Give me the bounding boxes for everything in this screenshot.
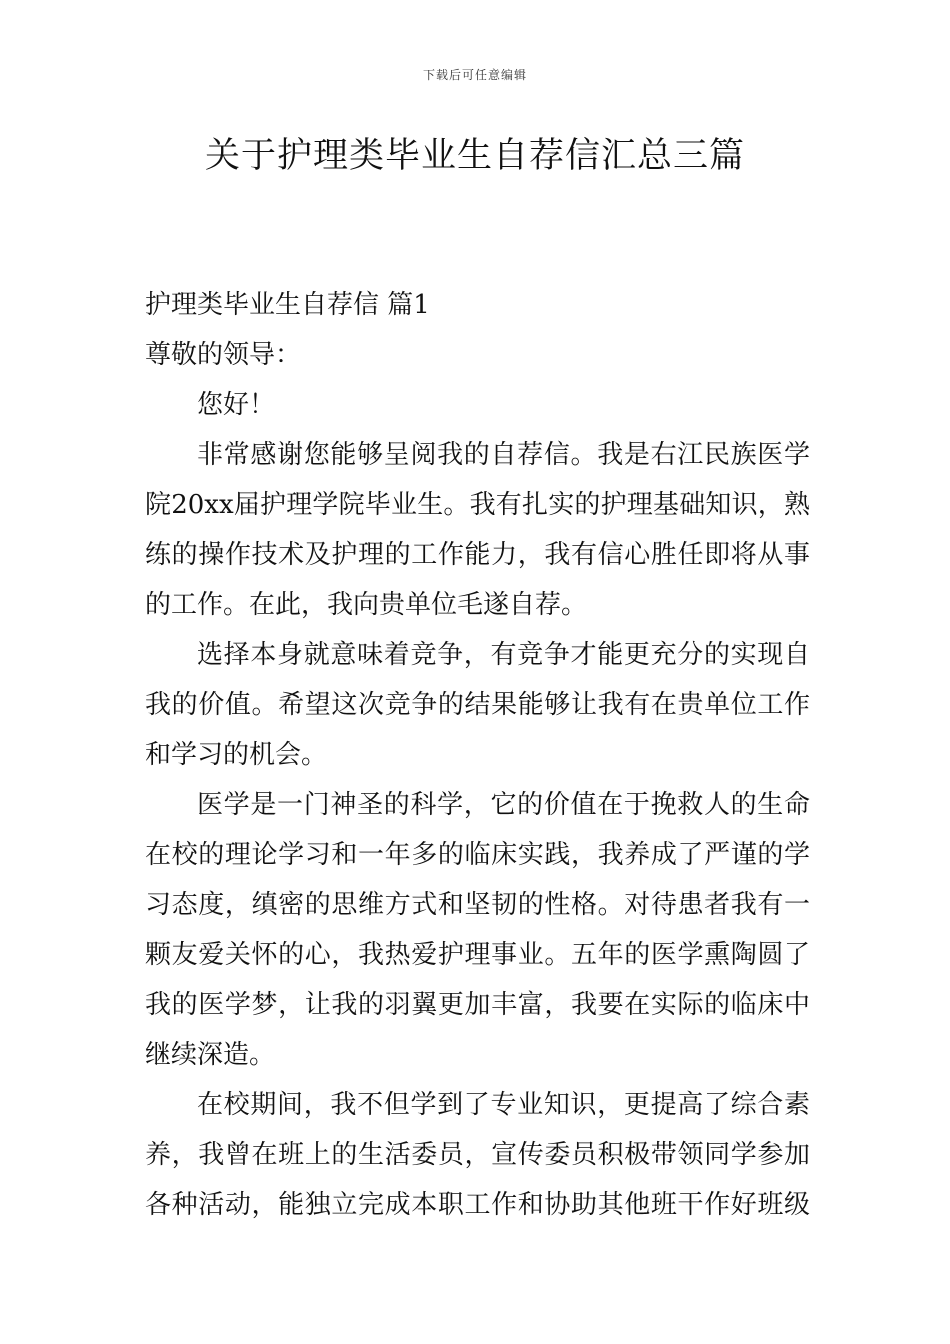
header-note: 下载后可任意编辑 [422,68,527,82]
paragraph-3-line-3: 习态度，缜密的思维方式和坚韧的性格。对待患者我有一 [145,890,810,920]
section-heading: 护理类毕业生自荐信 篇1 [145,290,430,320]
paragraph-1-line-4: 的工作。在此，我向贵单位毛遂自荐。 [145,590,588,620]
paragraph-1-line-3: 练的操作技术及护理的工作能力，我有信心胜任即将从事 [145,540,810,570]
document-body [145,280,810,1230]
paragraph-4-line-2: 养，我曾在班上的生活委员，宣传委员积极带领同学参加 [145,1140,810,1170]
paragraph-3-line-4: 颗友爱关怀的心，我热爱护理事业。五年的医学熏陶圆了 [145,940,810,970]
paragraph-4-line-1: 在校期间，我不但学到了专业知识，更提高了综合素 [197,1090,810,1120]
paragraph-2-line-3: 和学习的机会。 [145,740,328,770]
paragraph-1-line-1: 非常感谢您能够呈阅我的自荐信。我是右江民族医学 [197,440,810,470]
document-title: 关于护理类毕业生自荐信汇总三篇 [204,136,745,176]
paragraph-3-line-2: 在校的理论学习和一年多的临床实践，我养成了严谨的学 [145,840,810,870]
salutation: 尊敬的领导： [145,340,302,370]
paragraph-1-line-2: 院20xx届护理学院毕业生。我有扎实的护理基础知识，熟 [145,490,810,520]
paragraph-4-line-3: 各种活动，能独立完成本职工作和协助其他班干作好班级 [145,1190,810,1220]
paragraph-3-line-5: 我的医学梦，让我的羽翼更加丰富，我要在实际的临床中 [145,990,810,1020]
paragraph-3-line-6: 继续深造。 [145,1040,276,1070]
greeting: 您好！ [197,390,276,420]
paragraph-2-line-2: 我的价值。希望这次竞争的结果能够让我有在贵单位工作 [145,690,810,720]
paragraph-3-line-1: 医学是一门神圣的科学，它的价值在于挽救人的生命 [197,790,810,820]
paragraph-2-line-1: 选择本身就意味着竞争，有竞争才能更充分的实现自 [197,640,810,670]
